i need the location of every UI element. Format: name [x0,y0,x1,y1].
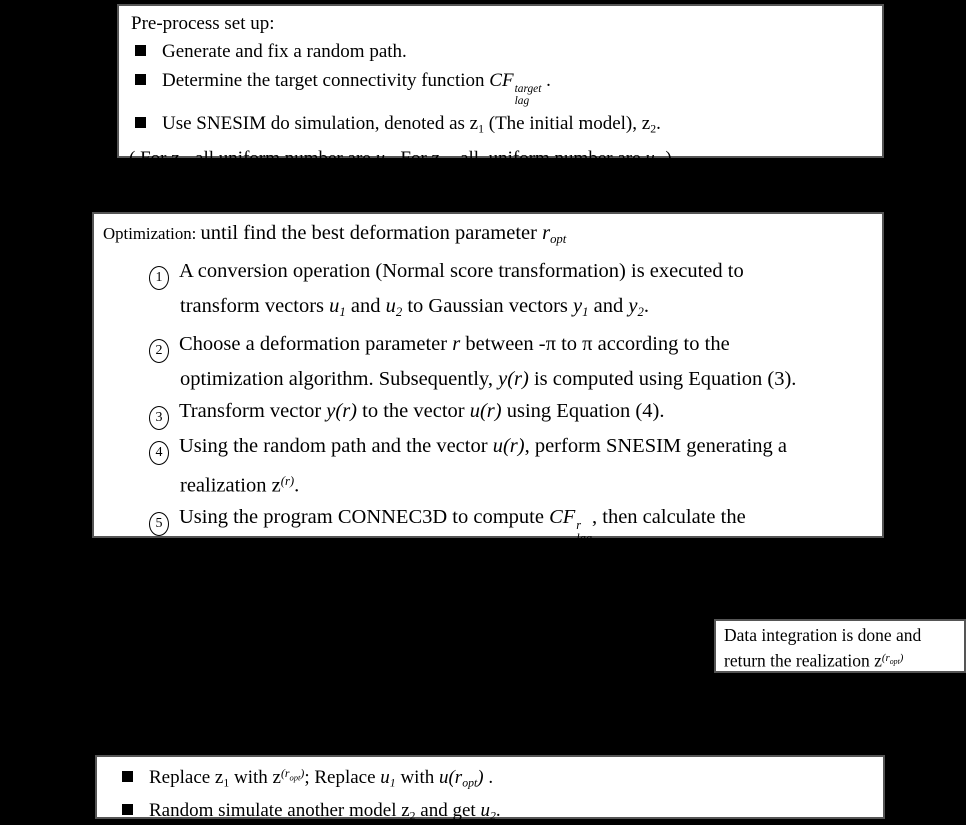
text-segment: , all uniform number are [445,148,646,170]
bullet-square-icon [135,74,146,85]
bullet-square-icon [122,804,133,815]
preprocess-box [117,4,884,171]
text-line [149,430,882,465]
text-segment: ( For z [129,148,180,170]
text-segment: 1 [582,304,589,319]
text-segment: Random simulate another model z [149,800,410,822]
text-segment: r [542,222,551,244]
text-segment: ) [899,652,904,664]
text-segment: (The initial model), z [484,112,651,134]
text-segment: Using the program CONNEC3D to compute [179,505,550,528]
math-symbol: CF [549,505,576,528]
text-segment: u [329,294,340,317]
text-segment: 1 [179,158,186,171]
text-segment: (r [881,652,890,664]
text-segment: ) [300,767,305,780]
bullet-square-icon [122,771,133,782]
text-segment: Replace z [149,766,224,788]
text-line [149,328,882,363]
text-segment: u [380,766,390,788]
text-segment: Optimization: [103,224,201,243]
text-segment: Using the random path and the vector [179,434,493,457]
text-segment: Pre-process set up: [131,13,275,34]
math-symbol: CF [489,70,514,91]
text-segment: and [345,294,386,317]
circled-number-5-icon: 5 [149,512,169,536]
text-line [131,11,872,36]
text-segment: optimization algorithm. Subsequently, [180,367,499,390]
text-segment: opt [289,772,301,783]
text-segment: y(r) [326,399,358,422]
text-segment: Use SNESIM do simulation, denoted as z [162,112,479,134]
text-segment: , all uniform number are [185,148,376,170]
text-segment: , perform SNESIM generating a [524,434,788,457]
text-segment: Choose a deformation parameter [179,332,453,355]
text-segment: . [541,70,551,91]
text-segment: . [483,766,494,788]
text-segment: u(r) [469,399,502,422]
text-line [149,395,882,430]
text-segment: u [385,294,396,317]
text-segment: objective function for z [180,554,372,577]
bullet-square-icon [135,45,146,56]
text-segment: opt [889,657,900,667]
text-segment: is computed using Equation (3). [528,367,797,390]
bullet-square-icon [135,117,146,128]
text-segment: ) [477,766,484,788]
text-line [180,465,882,501]
text-segment: transform vectors [180,294,330,317]
text-segment: 1 [389,776,396,790]
text-segment: . [385,554,391,577]
text-segment: 2 [439,158,446,171]
result-box [714,619,966,673]
text-segment: using Equation (4). [501,399,665,422]
circled-number-3-icon: 3 [149,406,169,430]
text-segment: . [294,473,300,496]
math-sup-sub-stack: r lag [576,517,593,545]
text-line [103,217,882,255]
circled-number-1-icon: 1 [149,266,169,290]
text-segment: u [375,148,385,170]
text-line [135,38,872,65]
text-segment: 2 [395,304,403,319]
text-segment: Generate and fix a random path. [162,41,407,62]
text-line [122,760,883,797]
text-segment: 2 [489,809,496,823]
text-line [135,110,872,143]
text-segment: and [588,294,629,317]
text-line [122,797,883,825]
text-segment: Determine the target connectivity function [162,70,490,91]
text-line [135,67,872,108]
text-segment: to Gaussian vectors [402,294,574,317]
text-segment: 2 [637,304,644,319]
text-segment: . [495,800,501,822]
text-segment: y(r) [498,367,529,390]
text-line [180,545,882,581]
text-line [149,255,882,290]
text-segment: Data integration is done and [724,625,922,645]
text-segment: opt [550,231,567,246]
text-segment: y [628,294,638,317]
text-segment: 1 [384,158,391,171]
text-segment: , then calculate the [592,505,746,528]
text-segment: u(r [438,766,463,788]
text-segment: 1 [339,304,346,319]
text-segment: between -π to π according to the [460,332,730,355]
text-segment: and get [415,800,481,822]
text-segment: 2 [654,158,661,171]
text-segment: (r) [371,553,386,568]
math-sup-sub-stack: target lag [514,83,542,107]
text-line [724,647,964,673]
text-segment: (r [280,767,290,780]
text-segment: with z [229,766,281,788]
update-box [95,755,885,823]
text-segment: Transform vector [179,399,327,422]
text-segment: (r) [280,473,295,488]
text-segment: u(r) [492,434,525,457]
text-segment: until find the best deformation parameter [200,222,543,244]
text-segment: 1 [223,776,230,790]
text-segment: opt [462,776,478,790]
text-segment: . For z [390,148,440,170]
text-segment: u [480,800,490,822]
text-segment: .) [660,148,672,170]
text-line [149,501,882,545]
text-segment: u [645,148,655,170]
optimization-box [92,212,884,577]
text-segment: y [573,294,583,317]
text-segment: to the vector [357,399,470,422]
text-line [180,290,882,328]
text-segment: A conversion operation (Normal score transformation) is executed to [179,259,744,282]
text-segment: 2 [409,809,416,823]
circled-number-2-icon: 2 [149,339,169,363]
text-segment: 2 [650,122,657,136]
text-segment: . [643,294,649,317]
text-line [129,145,872,179]
text-segment: . [656,112,661,134]
text-segment: with [395,766,439,788]
text-segment: 1 [478,122,484,136]
text-line [724,624,964,647]
text-line [180,363,882,395]
text-segment: r [452,332,461,355]
text-segment: realization z [180,473,281,496]
circled-number-4-icon: 4 [149,441,169,465]
text-segment: ; Replace [304,766,381,788]
text-segment: return the realization z [724,650,882,671]
